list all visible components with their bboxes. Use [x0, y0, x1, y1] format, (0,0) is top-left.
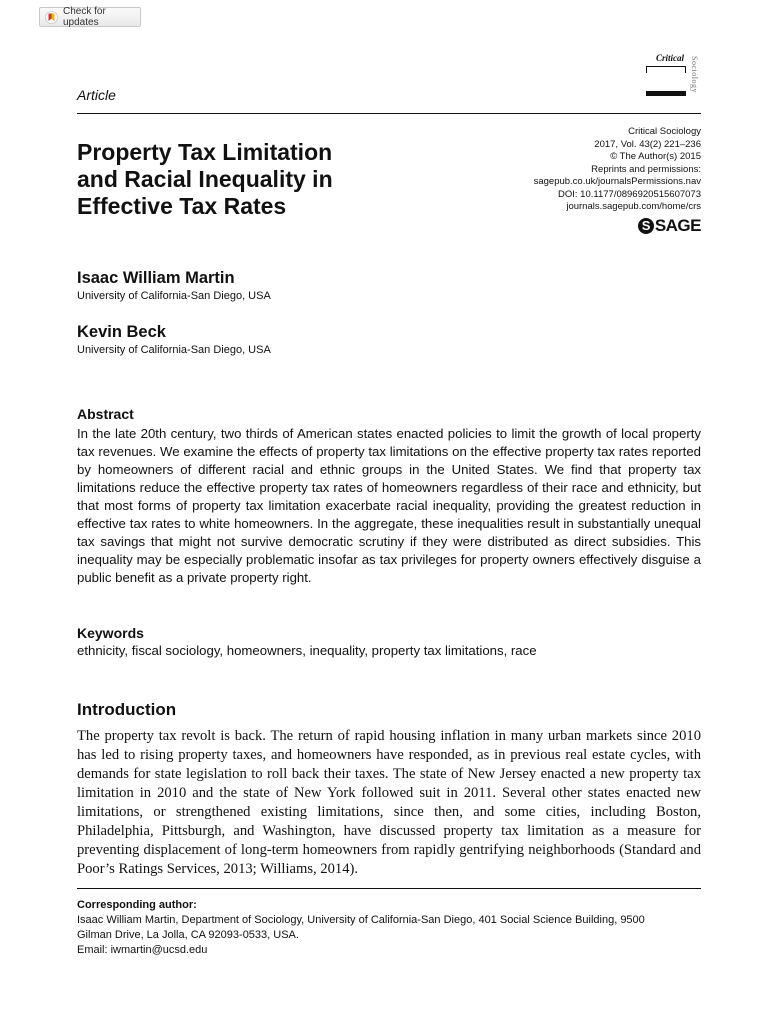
crossmark-icon [45, 11, 58, 24]
reprints-label: Reprints and permissions: [591, 163, 701, 175]
doi[interactable]: DOI: 10.1177/0896920515607073 [558, 188, 701, 200]
introduction-text: The property tax revolt is back. The return of rapid housing inflation in many urban markets since 2010 has led to rising property taxes, and homeowners have responded, as in previous real estate cycles, with demands for state legislation to roll back their taxes. The state of New Jersey enacted a new property tax limitation in 2010 and the state of New York followed suit in 2011. Several other states enacted new limitations, or strengthened existing limitations, since then, and some cities, including Boston, Philadelphia, Pittsburgh, and Washington, have discussed property tax limitation as a measure for preventing displacement of long-term homeowners from rapidly gentrifying neighborhoods (Standard and Poor’s Ratings Services, 2013; Williams, 2014). [77, 728, 701, 877]
abstract-text: In the late 20th century, two thirds of American states enacted policies to limit the growth of local property tax revenues. We examine the effects of property tax limitations on the effective property tax rates reported by homeowners of different racial and ethnic groups in the United States. We find that property tax limitations reduce the effective property tax rates of homeowners regardless of their race and ethnicity, but that most forms of property tax limitation exacerbate racial inequality, providing the greatest reduction in effective tax rates to white homeowners. In the aggregate, these inequalities result in substantially unequal tax savings that might not survive democratic scrutiny if they were distributed as direct subsidies. This inequality may be especially problematic insofar as tax privileges for property owners effectively disguise a public benefit as a private property right. [77, 426, 701, 585]
journal-logo-bracket [646, 66, 686, 73]
introduction-heading: Introduction [77, 700, 177, 719]
footnote-divider [77, 888, 701, 889]
check-for-updates-button[interactable] [39, 7, 141, 27]
title-line-1: Property Tax Limitation [77, 139, 333, 165]
keywords-text: ethnicity, fiscal sociology, homeowners, inequality, property tax limitations, race [77, 643, 537, 658]
article-type-label: Article [77, 87, 116, 103]
journal-logo-bar [646, 91, 686, 96]
corresponding-address-line-2: Gilman Drive, La Jolla, CA 92093-0533, USA. [77, 929, 299, 941]
title-line-3: Effective Tax Rates [77, 193, 287, 219]
sage-s-icon: S [638, 218, 654, 234]
corresponding-email[interactable]: Email: iwmartin@ucsd.edu [77, 944, 208, 956]
journal-name: Critical Sociology [628, 126, 701, 137]
author-affiliation: University of California-San Diego, USA [77, 290, 271, 302]
publisher-logo [638, 216, 701, 236]
copyright: © The Author(s) 2015 [610, 151, 701, 162]
journal-logo-word-sociology: Sociology [690, 56, 699, 93]
author-name: Isaac William Martin [77, 269, 235, 287]
title-line-2: and Racial Inequality in [77, 166, 333, 192]
journal-logo-word-critical: Critical [656, 53, 685, 63]
corresponding-address-line-1: Isaac William Martin, Department of Sociology, University of California-San Diego, 401 Social Science Building, 9500 [77, 914, 645, 926]
abstract-heading: Abstract [77, 406, 134, 422]
author-affiliation: University of California-San Diego, USA [77, 344, 271, 356]
publisher-name: SAGE [654, 216, 701, 235]
corresponding-author-heading: Corresponding author: [77, 899, 197, 911]
check-for-updates-label: Check for updates [63, 6, 106, 28]
header-divider [77, 113, 701, 114]
journal-logo [640, 50, 702, 102]
corresponding-author-details [77, 913, 701, 958]
paper-title [77, 139, 407, 220]
author-name: Kevin Beck [77, 323, 166, 341]
journal-home-link[interactable]: journals.sagepub.com/home/crs [566, 201, 701, 212]
reprints-link[interactable]: sagepub.co.uk/journalsPermissions.nav [533, 176, 701, 187]
journal-metadata [534, 126, 701, 214]
keywords-heading: Keywords [77, 625, 144, 641]
journal-volume: 2017, Vol. 43(2) 221–236 [594, 138, 701, 150]
